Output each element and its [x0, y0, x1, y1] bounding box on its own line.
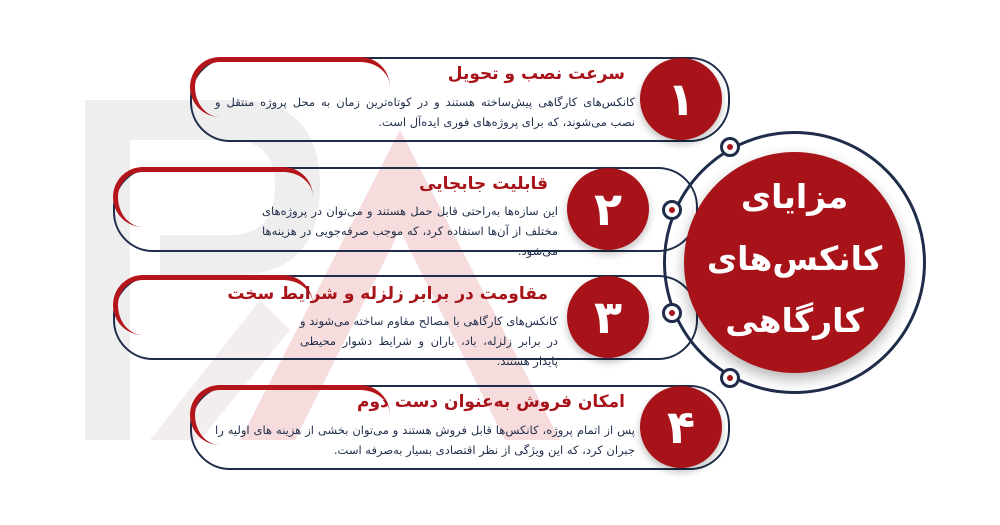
- feature-number-3: ۳: [567, 276, 649, 358]
- feature-title-3: مقاومت در برابر زلزله و شرایط سخت: [227, 284, 548, 304]
- feature-text-4: پس از اتمام پروژه، کانکس‌ها قابل فروش هستند و می‌توان بخشی از هزینه های اولیه را جبران کرد، که این ویژگی از نظر اقتصادی بسیار به‌صرفه است.: [215, 423, 635, 457]
- feature-number-1: ۱: [640, 58, 722, 140]
- connector-dot-4: [720, 368, 740, 388]
- center-title-line1: مزایای: [740, 177, 849, 216]
- feature-text-2: این سازه‌ها به‌راحتی قابل حمل هستند و می‌توان در پروژه‌های مختلف از آن‌ها استفاده کرد، که موجب صرفه‌جویی در هزینه‌ها می‌شود.: [262, 204, 558, 258]
- feature-title-4: امکان فروش به‌عنوان دست دوم: [357, 392, 625, 412]
- connector-dot-1: [720, 137, 740, 157]
- feature-title-2: قابلیت جابجایی: [419, 174, 548, 194]
- connector-dot-2: [662, 200, 682, 220]
- center-title-line3: کارگاهی: [725, 301, 864, 340]
- feature-number-4: ۴: [640, 386, 722, 468]
- feature-text-1: کانکس‌های کارگاهی پیش‌ساخته هستند و در کوتاه‌ترین زمان به محل پروژه منتقل و نصب می‌شوند، که برای پروژه‌های فوری ایده‌آل است.: [215, 95, 635, 129]
- feature-number-2: ۲: [567, 168, 649, 250]
- feature-title-1: سرعت نصب و تحویل: [447, 64, 625, 84]
- feature-text-3: کانکس‌های کارگاهی با مصالح مقاوم ساخته می‌شوند و در برابر زلزله، باد، باران و شرایط دشوار محیطی پایدار هستند.: [300, 314, 558, 368]
- center-title: [684, 166, 905, 352]
- center-title-line2: کانکس‌های: [706, 239, 883, 278]
- connector-dot-3: [662, 303, 682, 323]
